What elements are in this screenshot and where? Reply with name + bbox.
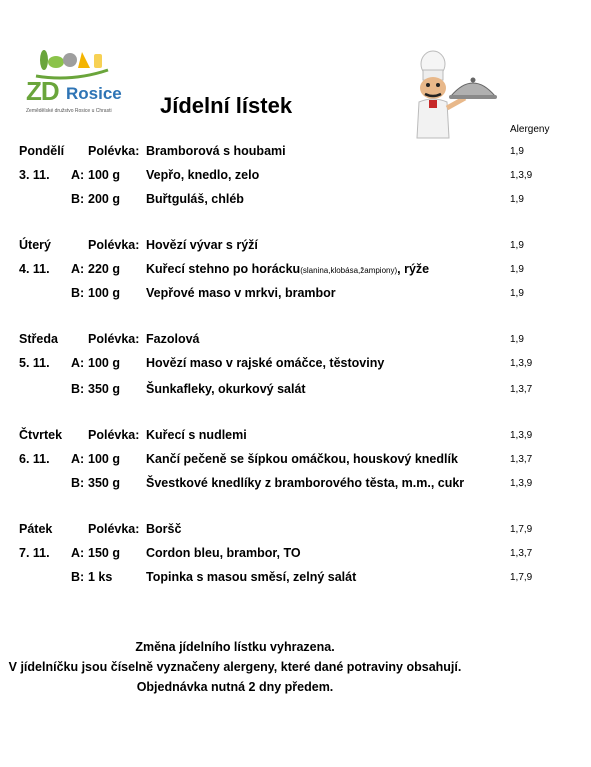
allergen-codes: 1,3,9 (510, 478, 533, 489)
company-logo (24, 46, 122, 118)
logo-zd-text: ZD (26, 76, 59, 106)
friday-meal-b-row (0, 570, 591, 590)
soup-name: Hovězí vývar s rýží (146, 238, 258, 252)
allergen-codes: 1,9 (510, 334, 524, 345)
logo-rosice-text: Rosice (66, 84, 122, 103)
allergen-codes: 1,3,9 (510, 358, 533, 369)
allergen-codes: 1,3,9 (510, 170, 533, 181)
day-name: Pátek (19, 522, 53, 536)
allergen-codes: 1,7,9 (510, 524, 533, 535)
dish-name (146, 262, 429, 276)
option-label: A: (71, 262, 85, 276)
day-date: 7. 11. (19, 546, 50, 560)
day-name: Pondělí (19, 144, 65, 158)
soup-name: Boršč (146, 522, 182, 536)
dish-name: Hovězí maso v rajské omáčce, těstoviny (146, 356, 385, 370)
chef-icon (405, 50, 510, 140)
portion-size: 100 g (88, 286, 120, 300)
day-date: 4. 11. (19, 262, 50, 276)
day-date: 6. 11. (19, 452, 50, 466)
thursday-meal-a-row (0, 452, 591, 472)
friday-meal-a-row (0, 546, 591, 566)
portion-size: 150 g (88, 546, 120, 560)
wednesday-meal-b-row (0, 382, 591, 402)
soup-name: Fazolová (146, 332, 200, 346)
day-name: Čtvrtek (19, 428, 63, 442)
dish-name: Cordon bleu, brambor, TO (146, 546, 301, 560)
wednesday-soup-row (0, 332, 591, 352)
dish-name-main: Kuřecí stehno po horácku (146, 262, 301, 276)
tuesday-meal-b-row (0, 286, 591, 306)
footer-note-allergens: V jídelníčku jsou číselně vyznačeny alergeny, které dané potraviny obsahují. (8, 660, 462, 674)
monday-meal-b-row (0, 192, 591, 212)
allergen-codes: 1,3,7 (510, 548, 533, 559)
option-label: A: (71, 356, 85, 370)
dish-name-end: , rýže (397, 262, 430, 276)
soup-name: Bramborová s houbami (146, 144, 286, 158)
allergen-codes: 1,9 (510, 146, 524, 157)
allergen-codes: 1,9 (510, 288, 524, 299)
allergens-header: Alergeny (510, 124, 550, 135)
portion-size: 200 g (88, 192, 120, 206)
allergen-codes: 1,9 (510, 240, 524, 251)
allergen-codes: 1,3,7 (510, 384, 533, 395)
dish-note: (slanina,klobása,žampiony) (300, 266, 398, 275)
option-label: B: (71, 382, 85, 396)
dish-name: Topinka s masou směsí, zelný salát (146, 570, 357, 584)
logo-emblem-icon (32, 46, 112, 80)
dish-name: Vepřové maso v mrkvi, brambor (146, 286, 336, 300)
portion-size: 1 ks (88, 570, 113, 584)
logo-subtitle: Zemědělské družstvo Rosice u Chrasti (26, 108, 112, 114)
option-label: B: (71, 192, 85, 206)
option-label: B: (71, 286, 85, 300)
soup-label: Polévka: (88, 238, 140, 252)
allergen-codes: 1,9 (510, 264, 524, 275)
thursday-soup-row (0, 428, 591, 448)
day-name: Středa (19, 332, 58, 346)
monday-soup-row (0, 144, 591, 164)
soup-name: Kuřecí s nudlemi (146, 428, 247, 442)
footer-note-order: Objednávka nutná 2 dny předem. (136, 680, 334, 694)
day-name: Úterý (19, 238, 51, 252)
page-title: Jídelní lístek (160, 93, 293, 118)
soup-label: Polévka: (88, 522, 140, 536)
portion-size: 350 g (88, 382, 120, 396)
dish-name: Buřtguláš, chléb (146, 192, 244, 206)
soup-label: Polévka: (88, 332, 140, 346)
soup-label: Polévka: (88, 144, 140, 158)
allergen-codes: 1,9 (510, 194, 524, 205)
monday-meal-a-row (0, 168, 591, 188)
dish-name: Šunkafleky, okurkový salát (146, 382, 306, 396)
tuesday-soup-row (0, 238, 591, 258)
dish-name: Švestkové knedlíky z bramborového těsta, m.m., cukr (146, 476, 465, 490)
option-label: B: (71, 570, 85, 584)
portion-size: 220 g (88, 262, 120, 276)
friday-soup-row (0, 522, 591, 542)
soup-label: Polévka: (88, 428, 140, 442)
dish-name: Kančí pečeně se šípkou omáčkou, houskový knedlík (146, 452, 458, 466)
option-label: A: (71, 168, 85, 182)
portion-size: 100 g (88, 168, 120, 182)
day-date: 5. 11. (19, 356, 50, 370)
day-date: 3. 11. (19, 168, 50, 182)
portion-size: 100 g (88, 452, 120, 466)
portion-size: 350 g (88, 476, 120, 490)
option-label: A: (71, 452, 85, 466)
dish-name: Vepřo, knedlo, zelo (146, 168, 260, 182)
allergen-codes: 1,3,7 (510, 454, 533, 465)
allergen-codes: 1,3,9 (510, 430, 533, 441)
wednesday-meal-a-row (0, 356, 591, 376)
tuesday-meal-a-row (0, 262, 591, 282)
option-label: B: (71, 476, 85, 490)
thursday-meal-b-row (0, 476, 591, 496)
portion-size: 100 g (88, 356, 120, 370)
footer-note-change: Změna jídelního lístku vyhrazena. (135, 640, 335, 654)
option-label: A: (71, 546, 85, 560)
allergen-codes: 1,7,9 (510, 572, 533, 583)
